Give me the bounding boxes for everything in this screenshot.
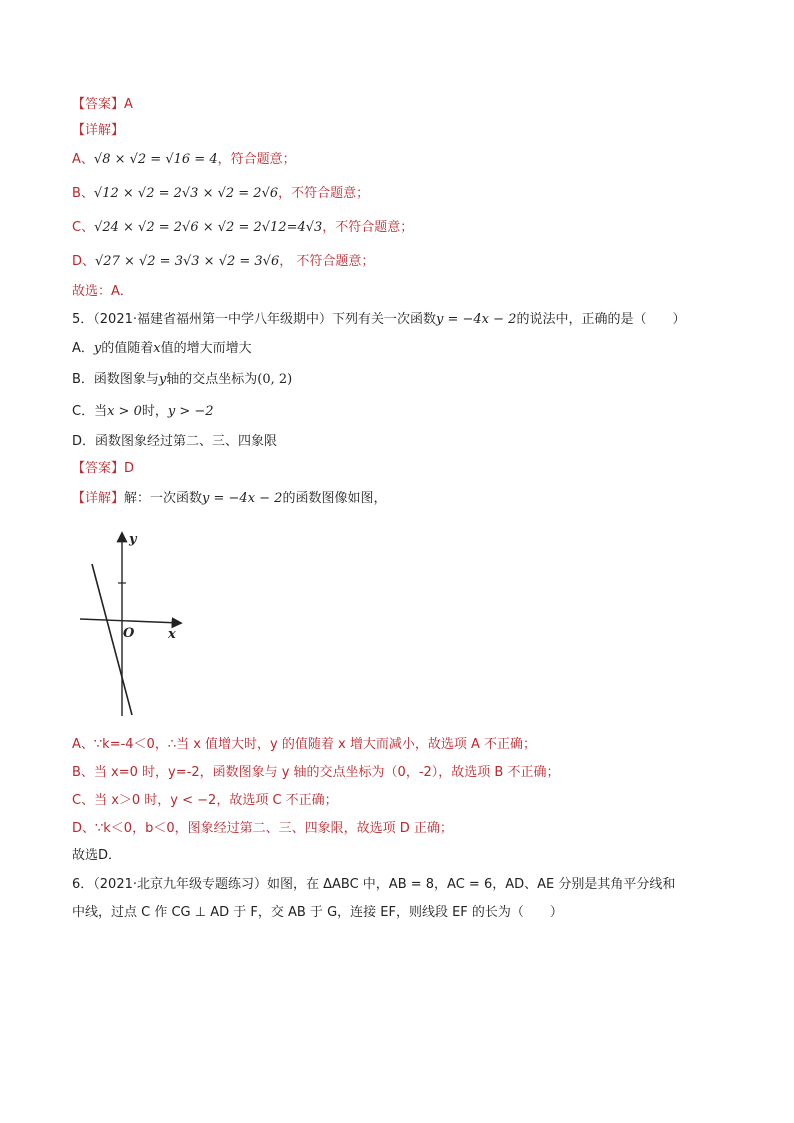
analysis-line-a: A、∵k=-4＜0，∴当 x 值增大时，y 的值随着 x 增大而减小，故选项 A 不正确； xyxy=(72,737,536,752)
answer-tag: 【答案】 xyxy=(72,97,125,112)
choice-math: y xyxy=(93,341,102,356)
analysis-line-c: C、当 x＞0 时，y < −2，故选项 C 不正确； xyxy=(72,793,338,808)
q5-stem xyxy=(72,310,685,330)
y-axis-label: y xyxy=(129,532,137,547)
answer-value: D xyxy=(124,461,135,476)
q4-conclusion: 故选：A． xyxy=(72,284,133,299)
choice-math: x xyxy=(153,341,161,356)
answer-value: A xyxy=(124,97,133,112)
option-label: C、 xyxy=(72,220,95,235)
option-verdict: ， 不符合题意； xyxy=(279,254,375,269)
x-axis-label: x xyxy=(168,627,176,642)
q6-stem-line1: 6．（2021·北京九年级专题练习）如图，在 ΔABC 中，AB = 8，AC = 6，AD、AE 分别是其角平分线和 xyxy=(72,877,676,892)
function-graph xyxy=(76,528,186,720)
option-expression: √8 × √2 = √16 = 4 xyxy=(93,152,218,167)
q4-option-d xyxy=(72,252,374,272)
q5-conclusion: 故选D． xyxy=(72,848,122,863)
q5-choice-c xyxy=(72,402,214,422)
stem-prefix: 5．（2021·福建省福州第一中学八年级期中）下列有关一次函数 xyxy=(72,312,436,327)
stem-expression: y = −4x − 2 xyxy=(436,312,517,327)
option-label: D、 xyxy=(72,254,96,269)
option-expression: √27 × √2 = 3√3 × √2 = 3√6 xyxy=(95,254,280,269)
choice-text: C．当 xyxy=(72,404,108,419)
option-expression: √12 × √2 = 2√3 × √2 = 2√6 xyxy=(93,186,279,201)
analysis-line-d: D、∵k＜0，b＜0，图象经过第二、三、四象限，故选项 D 正确； xyxy=(72,821,453,836)
q4-detail-tag: 【详解】 xyxy=(72,123,125,138)
analysis-line-b: B、当 x=0 时，y=-2，函数图象与 y 轴的交点坐标为（0，-2），故选项 B 不正确； xyxy=(72,765,560,780)
choice-text: 值的增大而增大 xyxy=(160,341,252,356)
q5-choice-b xyxy=(72,370,292,390)
option-expression: √24 × √2 = 2√6 × √2 = 2√12=4√3 xyxy=(94,220,323,235)
q5-detail xyxy=(72,489,386,509)
q6-stem-line2: 中线，过点 C 作 CG ⊥ AD 于 F，交 AB 于 G，连接 EF，则线段 EF 的长为（ ） xyxy=(72,905,563,920)
q4-option-a xyxy=(72,150,296,170)
choice-math: x > 0 xyxy=(107,404,142,419)
q5-choice-a xyxy=(72,339,252,359)
option-verdict: ，不符合题意； xyxy=(278,186,370,201)
answer-tag: 【答案】 xyxy=(72,461,125,476)
choice-text: A． xyxy=(72,341,94,356)
origin-label: O xyxy=(123,626,135,641)
q4-option-c xyxy=(72,218,413,238)
detail-tag: 【详解】 xyxy=(72,491,125,506)
detail-suffix: 的函数图像如图， xyxy=(282,491,387,506)
q5-choice-d xyxy=(72,432,277,452)
choice-math: (0, 2) xyxy=(257,372,293,387)
stem-suffix: 的说法中，正确的是（ ） xyxy=(516,312,686,327)
x-axis xyxy=(80,619,180,623)
q4-option-b xyxy=(72,184,369,204)
option-verdict: ，符合题意； xyxy=(217,152,296,167)
option-label: B、 xyxy=(72,186,94,201)
choice-text: D．函数图象经过第二、三、四象限 xyxy=(72,434,278,449)
choice-text: B．函数图象与 xyxy=(72,372,159,387)
choice-math: y > −2 xyxy=(167,404,214,419)
option-verdict: ，不符合题意； xyxy=(322,220,414,235)
choice-text: 轴的交点坐标为 xyxy=(166,372,258,387)
choice-text: 的值随着 xyxy=(101,341,154,356)
option-label: A、 xyxy=(72,152,94,167)
q4-answer xyxy=(72,95,133,115)
choice-text: 时， xyxy=(141,404,168,419)
q5-answer xyxy=(72,459,134,479)
detail-prefix: 解：一次函数 xyxy=(124,491,203,506)
choice-math: y xyxy=(158,372,167,387)
detail-expression: y = −4x − 2 xyxy=(202,491,283,506)
